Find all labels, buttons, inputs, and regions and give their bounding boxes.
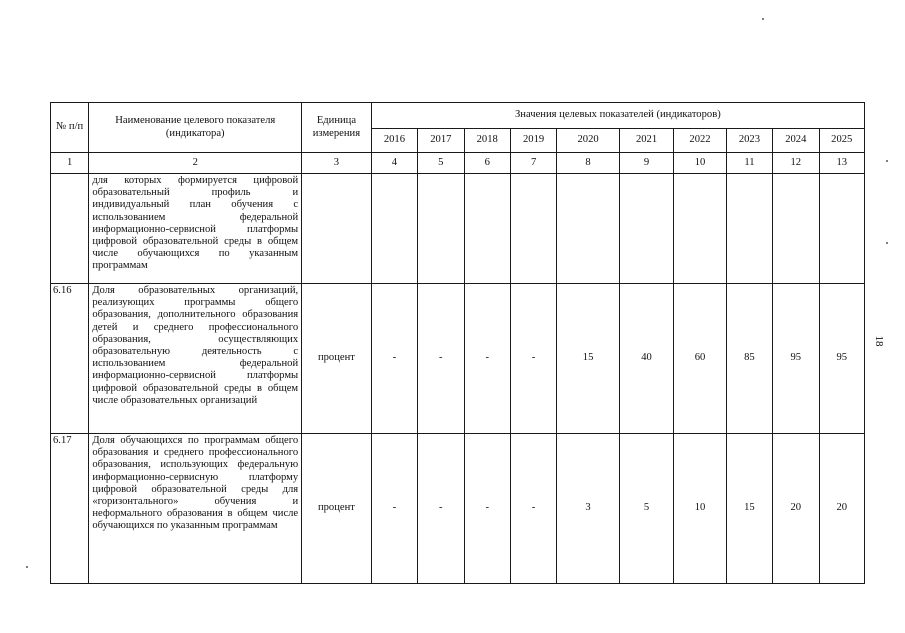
scan-speck [26,566,28,568]
indicator-unit [302,174,372,284]
indicator-unit: процент [302,284,372,434]
header-year: 2024 [773,129,819,153]
indicator-value [371,174,417,284]
column-number: 11 [726,153,772,174]
indicator-value: - [510,284,556,434]
indicator-name: Доля образовательных организаций, реализующих программы общего образования, дополнительного образования детей и среднего профессионального образования, осуществляющих образовательную деятельность с использованием федеральной информационно-сервисной платформы цифровой образовательной среды в общем числе образовательных организаций [89,284,302,434]
indicator-value: 95 [819,284,865,434]
indicator-number: 6.16 [51,284,89,434]
indicator-value [674,174,726,284]
header-number: № п/п [51,103,89,153]
table-row [51,174,865,284]
indicator-number [51,174,89,284]
column-number: 5 [418,153,464,174]
header-year: 2025 [819,129,865,153]
indicator-value [619,174,673,284]
indicator-value: 10 [674,434,726,584]
header-unit: Единица измерения [302,103,372,153]
column-number: 1 [51,153,89,174]
column-number: 6 [464,153,510,174]
indicator-value: - [510,434,556,584]
header-year: 2022 [674,129,726,153]
indicator-value: 15 [557,284,620,434]
indicator-name: для которых формируется цифровой образовательный профиль и индивидуальный план обучения с использованием федеральной информационно-сервисной платформы цифровой образовательной среды в общем числе обучающихся по указанным программам [89,174,302,284]
indicator-value [726,174,772,284]
header-row [51,103,865,129]
indicator-value [418,174,464,284]
header-year: 2020 [557,129,620,153]
indicator-value [510,174,556,284]
indicator-value: 20 [819,434,865,584]
indicator-value: 5 [619,434,673,584]
column-number: 12 [773,153,819,174]
indicator-value: 95 [773,284,819,434]
header-year: 2021 [619,129,673,153]
column-number: 13 [819,153,865,174]
header-year: 2019 [510,129,556,153]
header-year: 2017 [418,129,464,153]
indicator-value [819,174,865,284]
indicator-value [773,174,819,284]
indicator-unit: процент [302,434,372,584]
indicator-value: 3 [557,434,620,584]
column-number: 9 [619,153,673,174]
column-number: 8 [557,153,620,174]
indicator-value: - [371,284,417,434]
indicator-value: - [464,284,510,434]
scan-speck [886,242,888,244]
column-number: 2 [89,153,302,174]
indicator-value: 60 [674,284,726,434]
header-target-values: Значения целевых показателей (индикаторов) [371,103,864,129]
indicator-value [464,174,510,284]
scan-speck [886,160,888,162]
header-year: 2023 [726,129,772,153]
indicator-value [557,174,620,284]
column-number: 7 [510,153,556,174]
column-number: 10 [674,153,726,174]
indicator-value: 40 [619,284,673,434]
table-row [51,284,865,434]
indicator-value: - [418,284,464,434]
column-numbers-row [51,153,865,174]
target-indicators-table [50,102,865,584]
indicator-value: 15 [726,434,772,584]
indicator-value: - [464,434,510,584]
indicator-value: 20 [773,434,819,584]
indicator-value: - [418,434,464,584]
scan-speck [762,18,764,20]
indicator-value: 85 [726,284,772,434]
page-number: 18 [873,335,885,347]
indicator-number: 6.17 [51,434,89,584]
indicator-value: - [371,434,417,584]
column-number: 3 [302,153,372,174]
header-year: 2016 [371,129,417,153]
column-number: 4 [371,153,417,174]
header-indicator-name: Наименование целевого показателя (индикатора) [89,103,302,153]
header-year: 2018 [464,129,510,153]
indicator-name: Доля обучающихся по программам общего образования и среднего профессионального образования, использующих федеральную информационно-сервисную платформу цифровой образовательной среды для «горизонтального» обучения и неформального образования в общем числе обучающихся по указанным программам [89,434,302,584]
table-row [51,434,865,584]
